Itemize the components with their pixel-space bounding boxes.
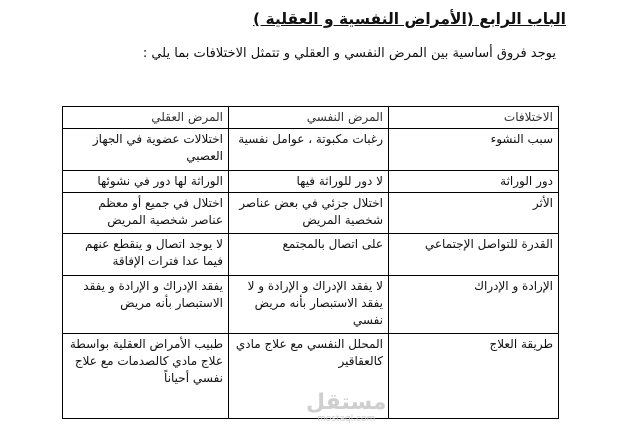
table-cell: اختلالات عضوية في الجهاز العصبي — [63, 129, 229, 171]
table-row — [63, 193, 559, 234]
comparison-table — [62, 106, 559, 419]
watermark-latin: mostaql.com — [317, 414, 376, 424]
table-cell: الوراثة لها دور في نشوئها — [63, 171, 229, 193]
row-label-cell: الإرادة و الإدراك — [389, 276, 559, 334]
table-row — [63, 276, 559, 334]
table-cell: لا دور للوراثة فيها — [229, 171, 389, 193]
table-cell: طبيب الأمراض العقلية بواسطة علاج مادي كالصدمات مع علاج نفسي أحياناً — [63, 334, 229, 419]
table-cell: اختلال في جميع أو معظم عناصر شخصية المريض — [63, 193, 229, 234]
table-cell: لا يوجد اتصال و ينقطع عنهم فيما عدا فترات الإفاقة — [63, 234, 229, 276]
header-mental-illness: المرض النفسي — [229, 107, 389, 129]
table-cell: لا يفقد الإدراك و الإرادة و لا يفقد الاستبصار بأنه مريض نفسي — [229, 276, 389, 334]
mostaql-watermark — [306, 392, 386, 424]
table-cell: اختلال جزئي في بعض عناصر شخصية المريض — [229, 193, 389, 234]
header-psychiatric-illness: المرض العقلي — [63, 107, 229, 129]
table-row — [63, 129, 559, 171]
watermark-arabic: مستقل — [306, 390, 387, 415]
header-differences: الاختلافات — [389, 107, 559, 129]
table-row — [63, 171, 559, 193]
row-label-cell: طريقة العلاج — [389, 334, 559, 419]
table-header-row — [63, 107, 559, 129]
row-label-cell: الأثر — [389, 193, 559, 234]
chapter-title: الباب الرابع (الأمراض النفسية و العقلية ) — [253, 10, 566, 28]
row-label-cell: سبب النشوء — [389, 129, 559, 171]
table-cell: يفقد الإدراك و الإرادة و يفقد الاستبصار بأنه مريض — [63, 276, 229, 334]
table-cell: المحلل النفسي مع علاج مادي كالعقاقير — [229, 334, 389, 419]
table-cell: على اتصال بالمجتمع — [229, 234, 389, 276]
row-label-cell: دور الوراثة — [389, 171, 559, 193]
table-row — [63, 234, 559, 276]
table-cell: رغبات مكبوتة ، عوامل نفسية — [229, 129, 389, 171]
intro-paragraph: يوجد فروق أساسية بين المرض النفسي و العقلي و تتمثل الاختلافات بما يلي : — [142, 46, 556, 61]
row-label-cell: القدرة للتواصل الإجتماعي — [389, 234, 559, 276]
